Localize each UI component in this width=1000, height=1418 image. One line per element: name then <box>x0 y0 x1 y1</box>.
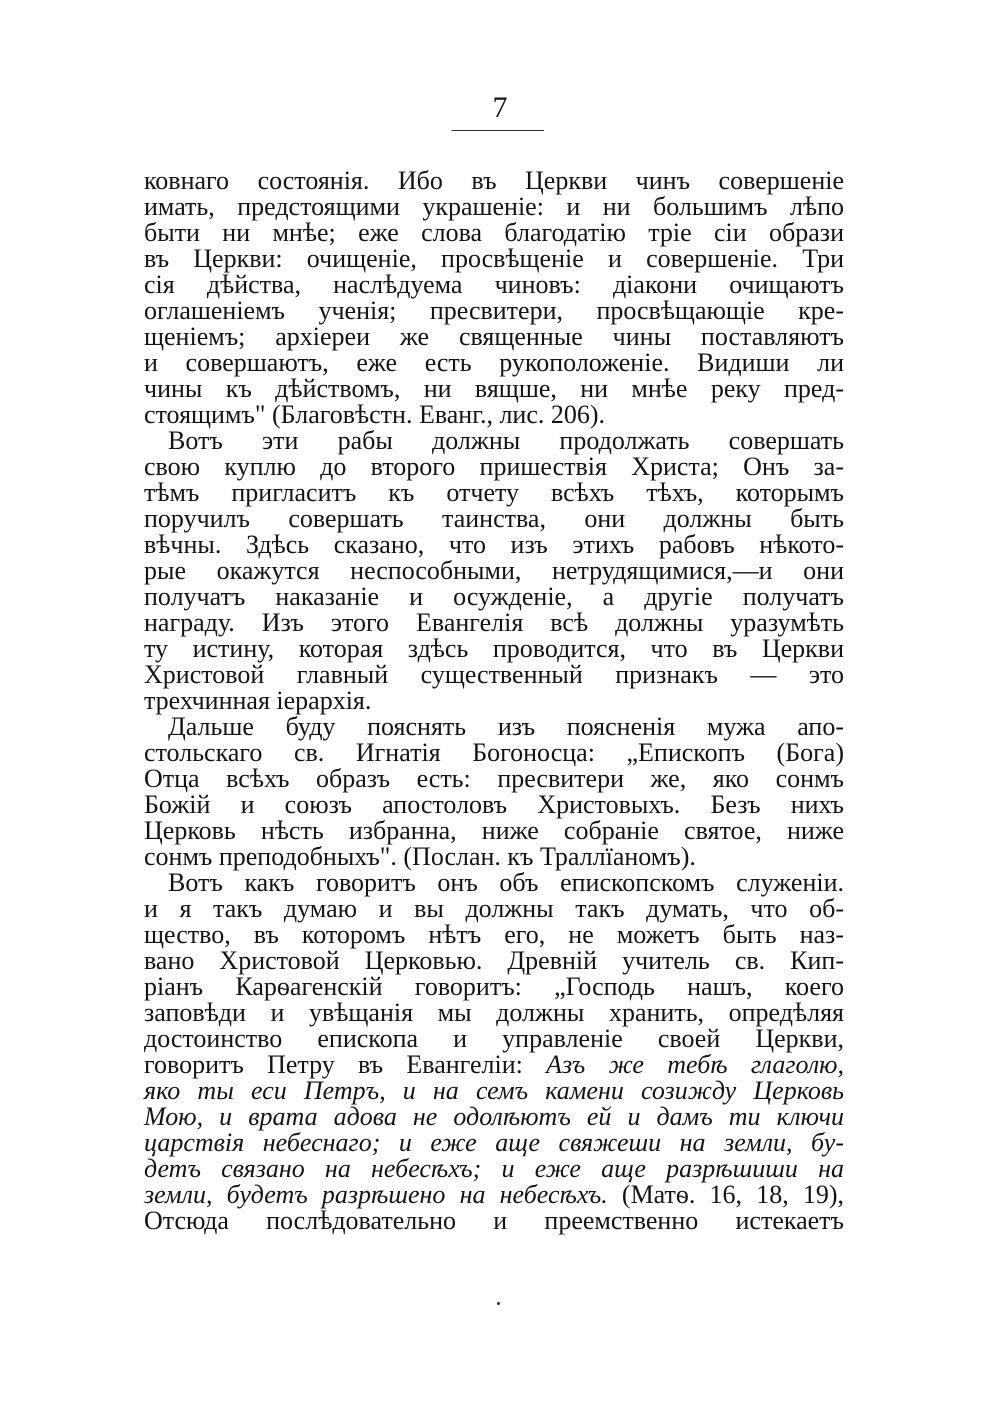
text-line: ріанъ Карѳагенскій говоритъ: „Господь нашъ, коего <box>144 972 844 1001</box>
text-line: поручилъ совершать таинства, они должны быть <box>144 504 844 533</box>
text-line: Вотъ эти рабы должны продолжать совершать <box>168 426 844 455</box>
italic-quote-line: Мою, и врата адова не одолѣютъ ей и дамъ ти ключи <box>144 1102 844 1131</box>
page-number-rule <box>452 130 544 131</box>
text-line: быти ни мнѣе; еже слова благодатію тріе сіи образи <box>144 218 844 247</box>
paragraph-3 <box>144 714 844 870</box>
text-line: чины къ дѣйствомъ, ни вящше, ни мнѣе реку пред- <box>144 374 844 403</box>
italic-quote-line: царствія небеснаго; и еже аще свяжеши на земли, бу- <box>144 1128 844 1157</box>
text-line: стоящимъ" (Благовѣстн. Еванг., лис. 206). <box>144 400 606 429</box>
text-line: Христовой главный существенный признакъ — это <box>144 660 844 689</box>
text-line: тѣмъ пригласитъ къ отчету всѣхъ тѣхъ, которымъ <box>144 478 844 507</box>
text-line: сія дѣйства, наслѣдуема чиновъ: діакони очищаютъ <box>144 270 844 299</box>
text-line: рые окажутся неспособными, нетрудящимися,—и они <box>144 556 844 585</box>
text-line: награду. Изъ этого Евангелія всѣ должны уразумѣть <box>144 608 844 637</box>
paragraph-1 <box>144 168 844 428</box>
text-line: имать, предстоящими украшеніе: и ни большимъ лѣпо <box>144 192 844 221</box>
paragraph-2 <box>144 428 844 714</box>
text-line: въ Церкви: очищеніе, просвѣщеніе и совершеніе. Три <box>144 244 844 273</box>
text-line: Божій и союзъ апостоловъ Христовыхъ. Безъ нихъ <box>144 790 844 819</box>
text-line <box>144 1052 844 1078</box>
text-line: Дальше буду пояснять изъ поясненія мужа апо- <box>168 712 844 741</box>
italic-quote-line: яко ты еси Петръ, и на семъ камени созижду Церковь <box>144 1076 844 1105</box>
text-line: сонмъ преподобныхъ". (Послан. къ Траллїаномъ). <box>144 842 696 871</box>
text-line: Вотъ какъ говоритъ онъ объ епископскомъ служеніи. <box>168 868 844 897</box>
text-line: заповѣди и увѣщанія мы должны хранить, опредѣляя <box>144 998 844 1027</box>
text-line <box>144 1182 844 1208</box>
text-line: оглашеніемъ ученія; пресвитери, просвѣщающіе кре- <box>144 296 844 325</box>
text-line: вано Христовой Церковью. Древній учитель св. Кип- <box>144 946 844 975</box>
text-line: достоинство епископа и управленіе своей Церкви, <box>144 1024 844 1053</box>
text-line: ту истину, которая здѣсь проводится, что въ Церкви <box>144 634 844 663</box>
footer-dot <box>497 1302 500 1305</box>
text-line: ковнаго состоянія. Ибо въ Церкви чинъ совершеніе <box>144 166 844 195</box>
text-line: щеніемъ; архіереи же священные чины поставляютъ <box>144 322 844 351</box>
text-line: вѣчны. Здѣсь сказано, что изъ этихъ рабовъ нѣкото- <box>144 530 844 559</box>
text-line: свою куплю до второго пришествія Христа; Онъ за- <box>144 452 844 481</box>
body-text <box>144 168 844 1234</box>
text-segment: говоритъ Петру въ Евангеліи: <box>144 1050 523 1079</box>
citation-segment: (Матѳ. 16, 18, 19), <box>621 1180 844 1209</box>
text-line: щество, въ которомъ нѣтъ его, не можетъ быть наз- <box>144 920 844 949</box>
text-line: Отсюда послѣдовательно и преемственно истекаетъ <box>144 1206 844 1235</box>
text-line: получатъ наказаніе и осужденіе, а другіе получатъ <box>144 582 844 611</box>
page-number: 7 <box>492 91 508 124</box>
text-line: трехчинная іерархія. <box>144 686 372 715</box>
text-line: Отца всѣхъ образъ есть: пресвитери же, яко сонмъ <box>144 764 844 793</box>
text-line: и я такъ думаю и вы должны такъ думать, что об- <box>144 894 844 923</box>
text-line: и совершаютъ, еже есть рукоположеніе. Видиши ли <box>144 348 844 377</box>
text-line: стольскаго св. Игнатія Богоносца: „Епископъ (Бога) <box>144 738 844 767</box>
italic-quote-line: детъ связано на небесѣхъ; и еже аще разрѣшиши на <box>144 1154 844 1183</box>
paragraph-4 <box>144 870 844 1234</box>
italic-quote-segment: Азъ же тебѣ глаголю, <box>546 1050 845 1079</box>
italic-quote-segment: земли, будетъ разрѣшено на небесѣхъ. <box>144 1180 608 1209</box>
text-line: Церковь нѣсть избранна, ниже собраніе святое, ниже <box>144 816 844 845</box>
